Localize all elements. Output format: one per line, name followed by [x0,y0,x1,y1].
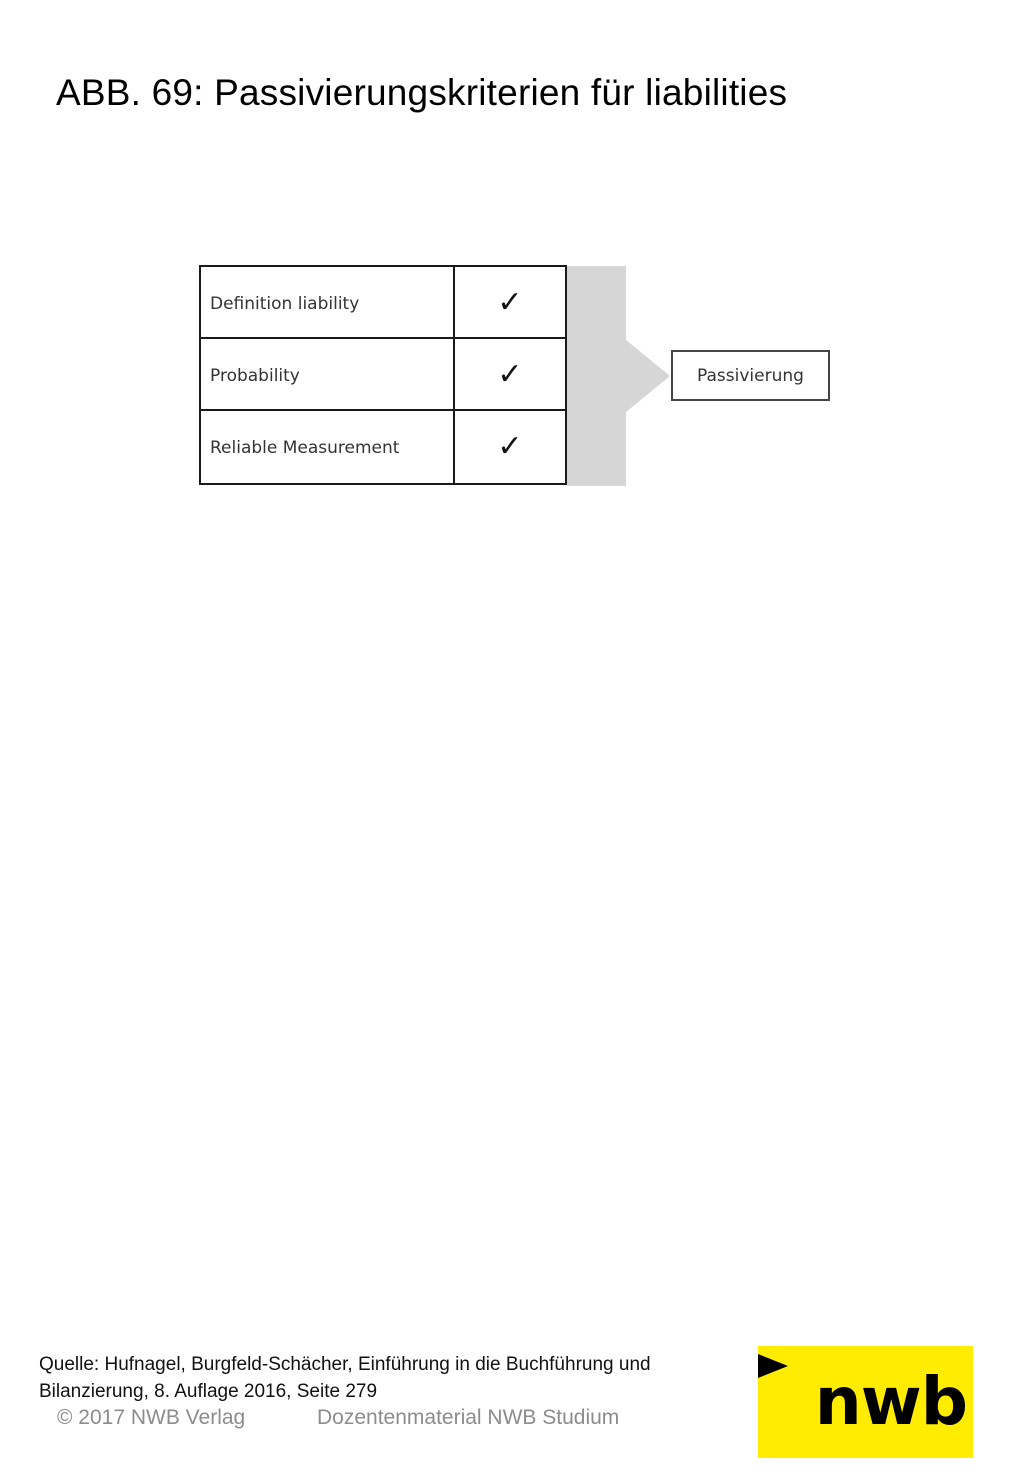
footer-copyright: © 2017 NWB Verlag [57,1406,246,1429]
criteria-row-definition [201,267,565,339]
criteria-label: Probability [210,366,300,386]
check-icon: ✓ [497,429,523,464]
footer-material: Dozentenmaterial NWB Studium [317,1406,620,1429]
check-icon: ✓ [497,285,523,320]
page-title: ABB. 69: Passivierungskriterien für liabilities [56,72,788,113]
criteria-label: Definition liability [210,294,360,314]
criteria-label: Reliable Measurement [210,438,400,458]
result-box: Passivierung [671,350,830,401]
criteria-table [199,265,567,485]
criteria-row-probability [201,339,565,411]
nwb-logo [758,1346,973,1458]
source-line-2: Bilanzierung, 8. Auflage 2016, Seite 279 [39,1381,378,1402]
logo-text: nwb [814,1363,967,1440]
grey-arrow-shape [567,266,670,486]
check-icon: ✓ [497,357,523,392]
source-line-1: Quelle: Hufnagel, Burgfeld-Schächer, Einführung in die Buchführung und [39,1354,651,1375]
source-citation [39,1351,651,1405]
criteria-row-reliable-measurement [201,411,565,483]
